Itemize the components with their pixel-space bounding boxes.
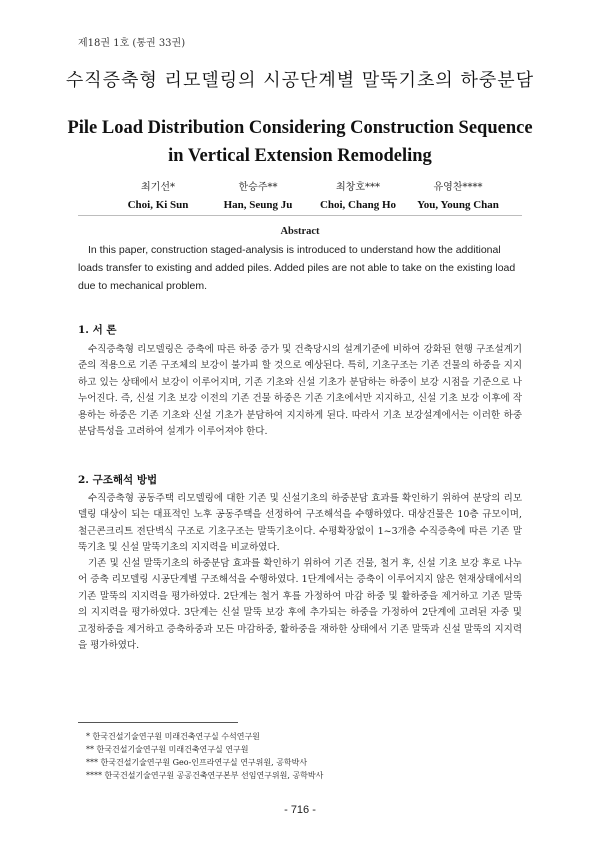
author-list (108, 178, 508, 211)
footnote-divider (78, 722, 238, 723)
paragraph: 수직증축형 공동주택 리모델링에 대한 기존 및 신설기초의 하중분담 효과를 확인하기 위하여 분당의 리모델링 대상이 되는 대표적인 노후 공동주택을 선정하여 구조해석을 수행하였다. 대상건물은 10층 규모이며, 철근콘크리트 전단벽식 구조로 기초구조는 말뚝기초이다. 수평확장없이 1~3개층 수직증축에 따른 기존 말뚝기초 및 신설 말뚝기초의 지지력을 비교하였다. (78, 493, 522, 554)
section-heading-method: 2. 구조해석 방법 (78, 474, 158, 486)
abstract-heading: Abstract (280, 226, 320, 237)
footnote: **** 한국건설기술연구원 공공건축연구본부 선임연구위원, 공학박사 (86, 771, 324, 780)
author-name-ko: 최기선* (141, 182, 175, 193)
english-title: Pile Load Distribution Considering Construction Sequence in Vertical Extension Remodeling (67, 118, 533, 166)
footnote: * 한국건설기술연구원 미래건축연구실 수석연구원 (86, 732, 260, 741)
section-heading-introduction: 1. 서 론 (78, 324, 117, 336)
paragraph: 수직증축형 리모델링은 증축에 따른 하중 증가 및 건축당시의 설계기준에 비하여 강화된 현행 구조설계기준의 적용으로 기존 구조체의 보강이 불가피 할 것으로 예상된다. 특히, 기초구조는 기존 건물의 하중을 지지하고 있는 상태에서 보강이 이루어지며, 기존 기초와 신설 기초가 분담하는 하중이 보강 시점을 기준으로 나누어진다. 즉, 신설 기초 보강 이전의 기존 건물 하중은 기존 기초에서만 지지하고, 신설 기초 보강 이후에 작용하는 하중은 기존 기초와 신설 기초가 분담하여 지지하게 된다. 따라서 기초 보강설계에서는 이러한 하중 분담특성을 고려하여 설계가 이루어져야 한다. (78, 344, 522, 438)
author (208, 178, 308, 211)
issue-header: 제18권 1호 (통권 33권) (78, 38, 186, 49)
divider (78, 215, 522, 216)
footnote: ** 한국건설기술연구원 미래건축연구실 연구원 (86, 745, 249, 754)
author (308, 178, 408, 211)
author (108, 178, 208, 211)
korean-title: 수직증축형 리모델링의 시공단계별 말뚝기초의 하중분담 (65, 70, 535, 91)
author-name-en: Han, Seung Ju (223, 199, 293, 211)
author-name-en: You, Young Chan (417, 199, 499, 211)
author-name-ko: 유영찬**** (433, 182, 483, 193)
author-name-ko: 한승주** (238, 182, 278, 193)
author-name-en: Choi, Chang Ho (319, 199, 397, 211)
author-name-ko: 최창호*** (336, 182, 380, 193)
paragraph: 기존 및 신설 말뚝기초의 하중분담 효과를 확인하기 위하여 기존 건물, 철거 후, 신설 기초 보강 후로 나누어 증축 리모델링 시공단계별 구조해석을 수행하였다. 1단계에서는 증축이 이루어지지 않은 현재상태에서의 기존 말뚝의 지지력을 평가하였다. 2단계는 철거 후를 가정하여 마감 하중 및 활하중을 제거하고 기존 말뚝의 지지력을 평가하였다. 3단계는 신설 말뚝 보강 후에 추가되는 하중을 가정하여 2단계에 고려된 자중 및 고정하중을 제거하고 증축하중과 모든 마감하중, 활하중을 재하한 상태에서 기존 말뚝과 신설 말뚝의 지지력을 평가하였다. (78, 558, 522, 652)
author (408, 178, 508, 211)
footnotes (86, 730, 323, 782)
abstract-text: In this paper, construction staged-analysis is introduced to understand how the additional loads transfer to existing and added piles. Added piles are not able to take on the existing load due to mechanical problem. (78, 244, 516, 292)
author-name-en: Choi, Ki Sun (127, 199, 189, 211)
footnote: *** 한국건설기술연구원 Geo-인프라연구실 연구위원, 공학박사 (86, 758, 308, 767)
page-number: - 716 - (284, 804, 316, 816)
